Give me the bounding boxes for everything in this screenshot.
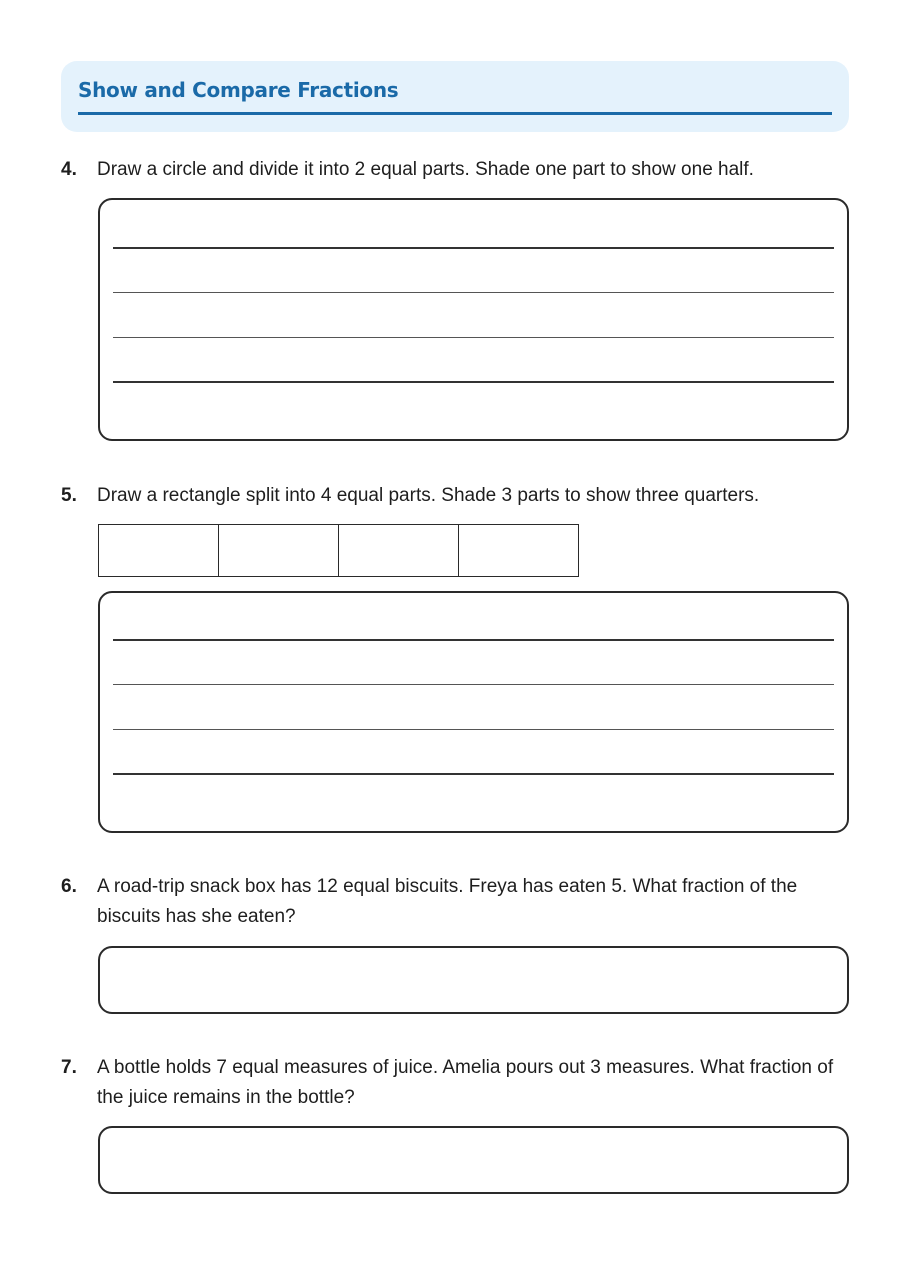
rectangle-part-3[interactable] [339,525,459,576]
fraction-rectangle[interactable] [98,524,579,577]
rectangle-part-2[interactable] [219,525,339,576]
question-number: 7. [61,1057,77,1078]
writing-line [113,381,834,383]
title-underline [78,112,832,115]
question-4 [61,155,841,185]
question-7 [61,1053,841,1113]
answer-box-question-6[interactable] [98,946,849,1014]
writing-line [113,684,834,685]
section-header [61,61,849,132]
question-text: A bottle holds 7 equal measures of juice. Amelia pours out 3 measures. What fraction of the juice remains in the bottle? [97,1057,834,1108]
writing-line [113,773,834,775]
answer-box-question-4[interactable] [98,198,849,441]
writing-line [113,337,834,338]
section-title: Show and Compare Fractions [78,78,399,102]
question-number: 6. [61,876,77,897]
answer-box-question-5[interactable] [98,591,849,833]
answer-box-question-7[interactable] [98,1126,849,1194]
rectangle-part-1[interactable] [99,525,219,576]
writing-line [113,247,834,249]
question-6 [61,872,841,932]
question-number: 5. [61,485,77,506]
question-text: Draw a rectangle split into 4 equal parts. Shade 3 parts to show three quarters. [97,485,760,506]
question-number: 4. [61,159,77,180]
question-text: A road-trip snack box has 12 equal biscuits. Freya has eaten 5. What fraction of the biscuits has she eaten? [97,876,798,927]
rectangle-part-4[interactable] [459,525,578,576]
question-5 [61,481,841,511]
writing-line [113,292,834,293]
question-text: Draw a circle and divide it into 2 equal parts. Shade one part to show one half. [97,159,754,180]
writing-line [113,729,834,730]
writing-line [113,639,834,641]
